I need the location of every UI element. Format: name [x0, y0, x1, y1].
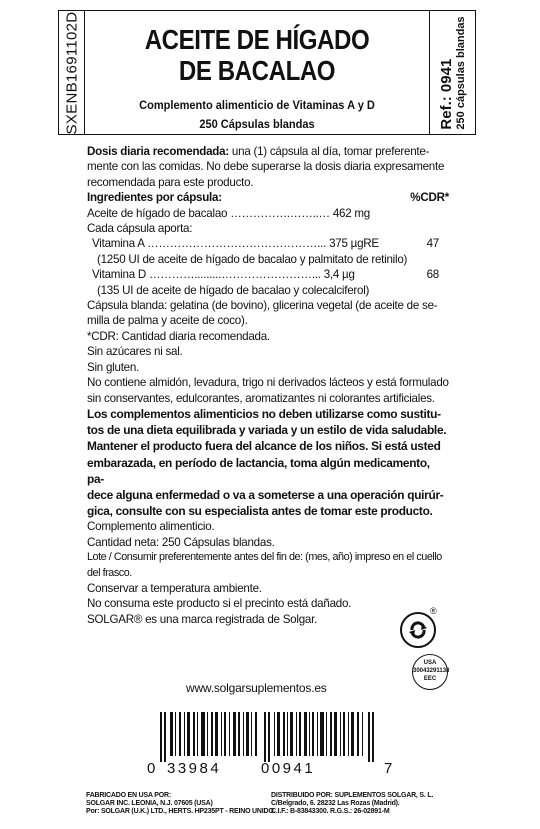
- distributor-info: DISTRIBUIDO POR: SUPLEMENTOS SOLGAR, S. L. C/Belgrado, 6. 28232 Las Rozas (Madrid). C.I.F.: B-83843300. R.G.S.: 26-02891-M: [271, 792, 434, 816]
- food-supplement-note: Complemento alimenticio.: [87, 520, 215, 534]
- vitamin-d: Vitamina D ………….........……………………... 3,4 µg: [92, 268, 355, 282]
- warning-line: gica, consulte con su especialista antes de tomar este producto.: [87, 504, 433, 519]
- free-from-note-2: sin conservantes, edulcorantes, aromatizantes ni colorantes artificiales.: [87, 391, 435, 405]
- ingredient-cod-liver-oil: Aceite de hígado de bacalao …………….……..… 462 mg: [87, 206, 370, 220]
- vitamin-a-row: [87, 236, 449, 251]
- warning-line: embarazada, en período de lactancia, toma algún medicamento, pa-: [87, 455, 430, 486]
- barcode-icon: [150, 712, 390, 762]
- capsule-composition-1: Cápsula blanda: gelatina (de bovino), glicerina vegetal (de aceite de se-: [87, 299, 438, 313]
- label-body: [87, 144, 449, 627]
- lot-note-1: Lote / Consumir preferentemente antes del fin de: (mes, año) impreso en el cuello: [87, 551, 442, 564]
- vitamin-d-cdr: 68: [426, 268, 439, 282]
- manufacturer-info: FABRICADO EN USA POR: SOLGAR INC. LEONIA, N.J. 07605 (USA) Por: SOLGAR (U.K.) LTD., HERTS. HP235PT - REINO UNIDO.: [86, 792, 276, 816]
- lot-code: SXENB1691102D: [63, 11, 80, 134]
- dosage-paragraph: [87, 144, 449, 159]
- vitamin-a: Vitamina A ………………………………………... 375 µgRE: [92, 237, 379, 251]
- warning-line: Mantener el producto fuera del alcance de los niños. Si está usted: [87, 439, 441, 454]
- gluten-free-note: Sin gluten.: [87, 360, 140, 374]
- usa-approval-seal-icon: USA 30043291138 EEC: [412, 654, 448, 690]
- cdr-header: %CDR*: [410, 191, 449, 205]
- reference-box: [429, 11, 475, 134]
- reference-number: Ref.: 0941: [437, 58, 455, 130]
- vitamin-d-note: (135 UI de aceite de hígado de bacalao y colecalciferol): [97, 283, 370, 297]
- title-block: [85, 11, 429, 134]
- ingredient-per-capsule: Cada cápsula aporta:: [87, 222, 193, 236]
- barcode-digits-left: 33984: [167, 760, 222, 777]
- lot-code-box: [59, 11, 85, 134]
- seal-note: No consuma este producto si el precinto está dañado.: [87, 597, 352, 611]
- recycle-icon: [400, 612, 436, 648]
- dosage-label: Dosis diaria recomendada:: [87, 145, 229, 158]
- lot-note-2: del frasco.: [87, 566, 132, 579]
- barcode-digits-right: 00941: [261, 760, 316, 777]
- dosage-text-1: una (1) cápsula al día, tomar preferente-: [228, 145, 430, 158]
- ingredients-header: Ingredientes por cápsula:: [87, 191, 222, 205]
- barcode-digit-last: 7: [384, 760, 395, 777]
- warning-line: Los complementos alimenticios no deben utilizarse como sustitu-: [87, 406, 441, 421]
- product-title-line2: DE BACALAO: [178, 55, 336, 86]
- capsule-count: 250 Cápsulas blandas: [199, 117, 315, 131]
- reference-capsules: 250 cápsulas blandas: [454, 15, 467, 130]
- product-subtitle: Complemento alimenticio de Vitaminas A y D: [139, 98, 375, 112]
- cdr-note: *CDR: Cantidad diaria recomendada.: [87, 329, 270, 343]
- website-url: www.solgarsuplementos.es: [186, 681, 327, 695]
- vitamin-d-row: [87, 267, 449, 282]
- dosage-text-2: mente con las comidas. No debe superarse la dosis diaria expresamente: [87, 160, 445, 174]
- barcode-digit-first: 0: [147, 760, 158, 777]
- vitamin-a-cdr: 47: [426, 237, 439, 251]
- registered-mark: ®: [430, 606, 437, 616]
- ingredients-header-row: [87, 190, 449, 205]
- dosage-text-3: recomendada para este producto.: [87, 175, 254, 189]
- storage-note: Conservar a temperatura ambiente.: [87, 581, 262, 595]
- sugar-free-note: Sin azúcares ni sal.: [87, 345, 183, 359]
- trademark-note: SOLGAR® es una marca registrada de Solgar.: [87, 612, 318, 626]
- warning-line: tos de una dieta equilibrada y variada y un estilo de vida saludable.: [87, 423, 447, 438]
- net-quantity: Cantidad neta: 250 Cápsulas blandas.: [87, 535, 275, 549]
- product-header: [58, 10, 476, 135]
- capsule-composition-2: milla de palma y aceite de coco).: [87, 314, 248, 328]
- warning-block: [87, 406, 449, 519]
- warning-line: dece alguna enfermedad o va a someterse a una operación quirúr-: [87, 487, 444, 502]
- product-title-line1: ACEITE DE HÍGADO: [144, 24, 370, 55]
- free-from-note-1: No contiene almidón, levadura, trigo ni derivados lácteos y está formulado: [87, 376, 449, 390]
- vitamin-a-note: (1250 UI de aceite de hígado de bacalao y palmitato de retinilo): [97, 252, 408, 266]
